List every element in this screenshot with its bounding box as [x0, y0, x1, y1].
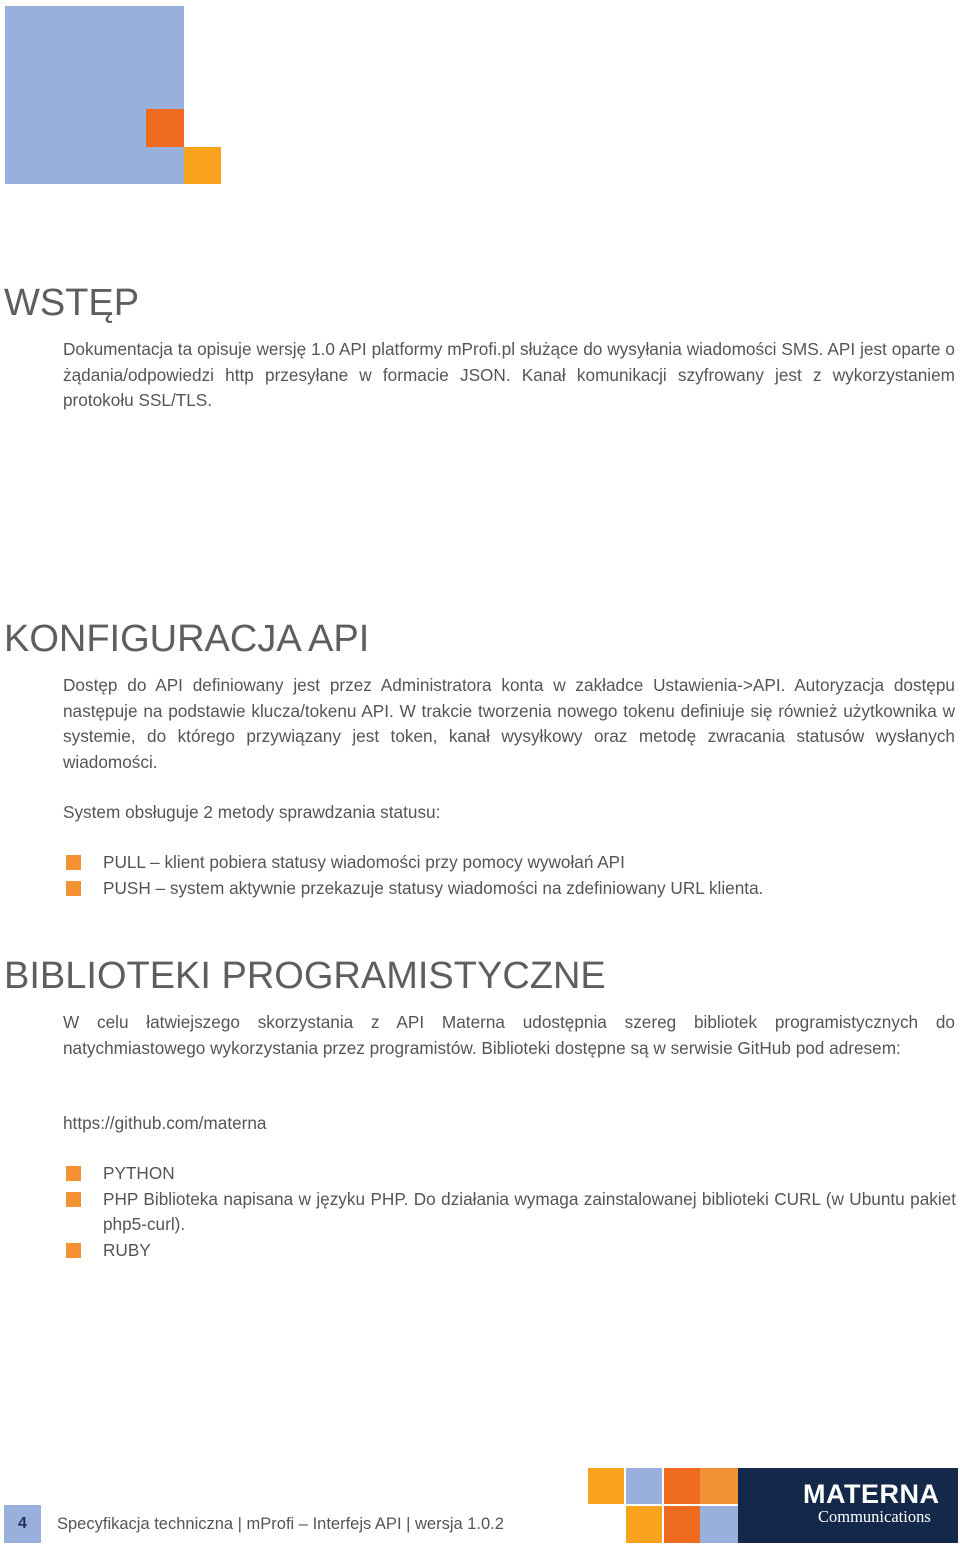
footer-title: Specyfikacja techniczna | mProfi – Interfejs API | wersja 1.0.2	[57, 1515, 504, 1533]
header-decoration-yellow-square	[184, 147, 221, 184]
page-number: 4	[4, 1505, 41, 1543]
list-item: PUSH – system aktywnie przekazuje statusy wiadomości na zdefiniowany URL klienta.	[66, 876, 956, 902]
config-paragraph: Dostęp do API definiowany jest przez Administratora konta w zakładce Ustawienia->API. Autoryzacja dostępu następuje na podstawie klucza/tokenu API. W trakcie tworzenia nowego tokenu definiuje się również użytkownika w systemie, do którego przywiązany jest token, kanał wysyłkowy oraz metodę zwracania statusów wysłanych wiadomości.	[63, 675, 955, 772]
libraries-list	[66, 1161, 956, 1263]
materna-logo-subtitle: Communications	[818, 1507, 931, 1526]
mosaic-tile	[588, 1468, 624, 1504]
mosaic-tile	[664, 1506, 700, 1543]
heading-konfiguracja-api: KONFIGURACJA API	[4, 618, 370, 660]
bullet-square-icon	[66, 881, 81, 896]
mosaic-tile	[700, 1506, 738, 1543]
heading-biblioteki: BIBLIOTEKI PROGRAMISTYCZNE	[4, 955, 606, 997]
intro-paragraph: Dokumentacja ta opisuje wersję 1.0 API platformy mProfi.pl służące do wysyłania wiadomości SMS. API jest oparte o żądania/odpowiedzi http przesyłane w formacie JSON. Kanał komunikacji szyfrowany jest z wykorzystaniem protokołu SSL/TLS.	[63, 339, 955, 410]
github-url-link[interactable]: https://github.com/materna	[63, 1113, 267, 1133]
header-decoration-orange-square	[146, 109, 184, 147]
mosaic-tile	[700, 1468, 738, 1504]
libraries-paragraph: W celu łatwiejszego skorzystania z API Materna udostępnia szereg bibliotek programistycznych do natychmiastowego wykorzystania przez programistów. Biblioteki dostępne są w serwisie GitHub pod adresem:	[63, 1012, 955, 1058]
mosaic-tile	[664, 1468, 700, 1504]
list-item: RUBY	[66, 1238, 956, 1264]
header-decoration-square	[5, 6, 184, 184]
list-item: PYTHON	[66, 1161, 956, 1187]
mosaic-tile	[626, 1506, 662, 1543]
materna-logo-wordmark: MATERNA	[803, 1479, 940, 1509]
bullet-square-icon	[66, 1243, 81, 1258]
bullet-square-icon	[66, 855, 81, 870]
bullet-square-icon	[66, 1166, 81, 1181]
status-methods-list	[66, 850, 956, 901]
bullet-square-icon	[66, 1192, 81, 1207]
list-item: PULL – klient pobiera statusy wiadomości przy pomocy wywołań API	[66, 850, 956, 876]
heading-wstep: WSTĘP	[4, 282, 140, 324]
status-methods-intro: System obsługuje 2 metody sprawdzania statusu:	[63, 802, 441, 822]
mosaic-tile	[626, 1468, 662, 1504]
list-item: PHP Biblioteka napisana w języku PHP. Do działania wymaga zainstalowanej biblioteki CURL (w Ubuntu pakiet php5-curl).	[66, 1187, 956, 1238]
